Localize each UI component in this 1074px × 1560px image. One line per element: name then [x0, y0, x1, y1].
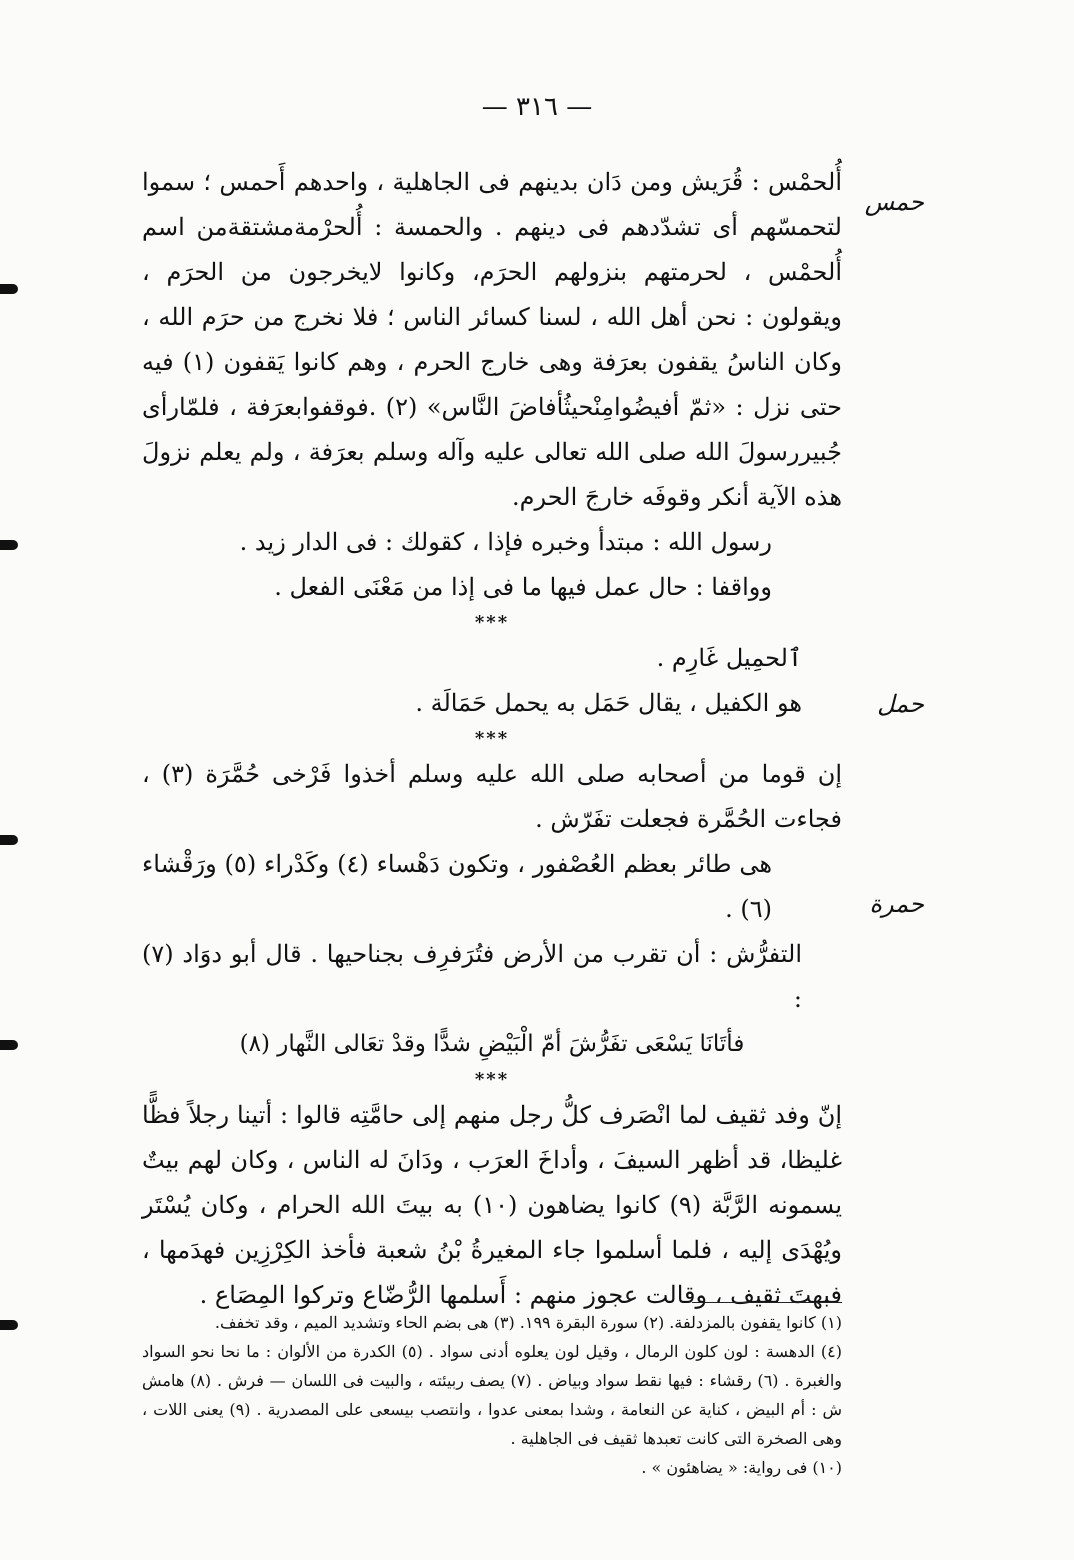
paragraph-hums: أُلحمْس : قُرَيش ومن دَان بدينهم فى الجاهلية ، واحدهم أَحمس ؛ سموا لتحمسّهم أى تشدّدهم فى دينهم . والحمسة : أُلحرْمةمشتقةمن اسم أُلحمْس ، لحرمتهم بنزولهم الحرَم، وكانوا لايخرجون من الحرَم ، ويقولون : نحن أهل الله ، لسنا كسائر الناس ؛ فلا نخرج من حرَم الله ، وكان الناسُ يقفون بعرَفة وهى خارج الحرم ، وهم كانوا يَقفون (١) فيه حتى نزل : «ثمّ أفيضُوامِنْحيثُأفاضَ النَّاس» (٢) .فوقفوابعرَفة ، فلمّارأى جُبيررسولَ الله صلى الله تعالى عليه وآله وسلم بعرَفة ، ولم يعلم نزولَ هذه الآية أنكر وقوفَه خارجَ الحرم. — [142, 168, 842, 511]
edge-mark — [0, 835, 18, 845]
footnotes — [142, 1308, 842, 1482]
margin-headword-hml: حمل — [877, 690, 924, 718]
edge-mark — [0, 284, 18, 294]
paragraph-hamil: هو الكفيل ، يقال حَمَل به يحمل حَمَالَة . — [415, 689, 802, 717]
headword-hamil: ٱلحمِيل غَارِم . — [656, 644, 802, 672]
grammar-note: وواقفا : حال عمل فيها ما فى إذا من مَعْنَى الفعل . — [274, 573, 772, 601]
edge-mark — [0, 540, 18, 550]
paragraph-tafarrush: التفرُّش : أن تقرب من الأرض فتُرَفرِف بجناحيها . قال أبو دوَاد (٧) : — [142, 940, 802, 1013]
poetry-verse: فأتَانَا يَسْعَى تفَرُّشَ أمّ الْبَيْضِ شدًّا وقدْ تعَالى النَّهار (٨) — [239, 1031, 745, 1057]
main-text — [142, 160, 842, 1318]
edge-mark — [0, 1320, 18, 1330]
edge-mark — [0, 1040, 18, 1050]
footnote-rule — [692, 1302, 842, 1303]
grammar-note: رسول الله : مبتدأ وخبره فإذا ، كقولك : فى الدار زيد . — [239, 528, 772, 556]
section-separator: *** — [474, 1069, 510, 1090]
paragraph-humra-desc: هى طائر بعظم العُصْفور ، وتكون دَهْساء (٤) وكَدْراء (٥) ورَقْشاء (٦) . — [142, 850, 773, 923]
page-number: — ٣١٦ — — [481, 92, 593, 122]
section-separator: *** — [474, 728, 510, 749]
footnote-line: (١) كانوا يقفون بالمزدلفة. (٢) سورة البقرة ١٩٩. (٣) هى بضم الحاء وتشديد الميم ، وقد تخفف. — [214, 1313, 842, 1332]
paragraph-thaqif: إنّ وفد ثقيف لما انْصَرف كلُّ رجل منهم إلى حامَّتِه قالوا : أتينا رجلاً فظًّا غليظا، قد أظهر السيفَ ، وأداخَ العرَب ، ودَانَ له الناس ، وكان لهم بيتٌ يسمونه الرَّبَّة (٩) كانوا يضاهون (١٠) به بيتَ الله الحرام ، وكان يُسْتَر ويُهْدَى إليه ، فلما أسلموا جاء المغيرةُ بْنُ شعبة فأخذ الكِرْزِين فهدَمها ، فبهتَ ثقيف ، وقالت عجوز منهم : أَسلمها الرُّضّاع وتركوا المِصَاع . — [142, 1101, 842, 1309]
margin-headword-hms: حمس — [864, 188, 924, 216]
paragraph-humra: إن قوما من أصحابه صلى الله عليه وسلم أخذوا فَرْخى حُمَّرَة (٣) ، فجاءت الحُمَّرة فجعلت تفَرّش . — [142, 760, 842, 833]
margin-headword-humra: حمرة — [869, 890, 924, 918]
footnote-line: (٤) الدهسة : لون كلون الرمال ، وقيل لون يعلوه أدنى سواد . (٥) الكدرة من الألوان : ما نحا نحو السواد والغبرة . (٦) رقشاء : فيها نقط سواد وبياض . (٧) يصف ربيئته ، والبيت فى اللسان — فرش . (٨) هامش ش : أم البيض ، كناية عن النعامة ، وشدا بمعنى عدوا ، وانتصب بيسعى على المصدرية . (٩) يعنى اللات ، وهى الصخرة التى كانت تعبدها ثقيف فى الجاهلية . — [142, 1342, 843, 1448]
footnote-line: (١٠) فى رواية: « يضاهئون » . — [641, 1458, 842, 1477]
section-separator: *** — [474, 612, 510, 633]
